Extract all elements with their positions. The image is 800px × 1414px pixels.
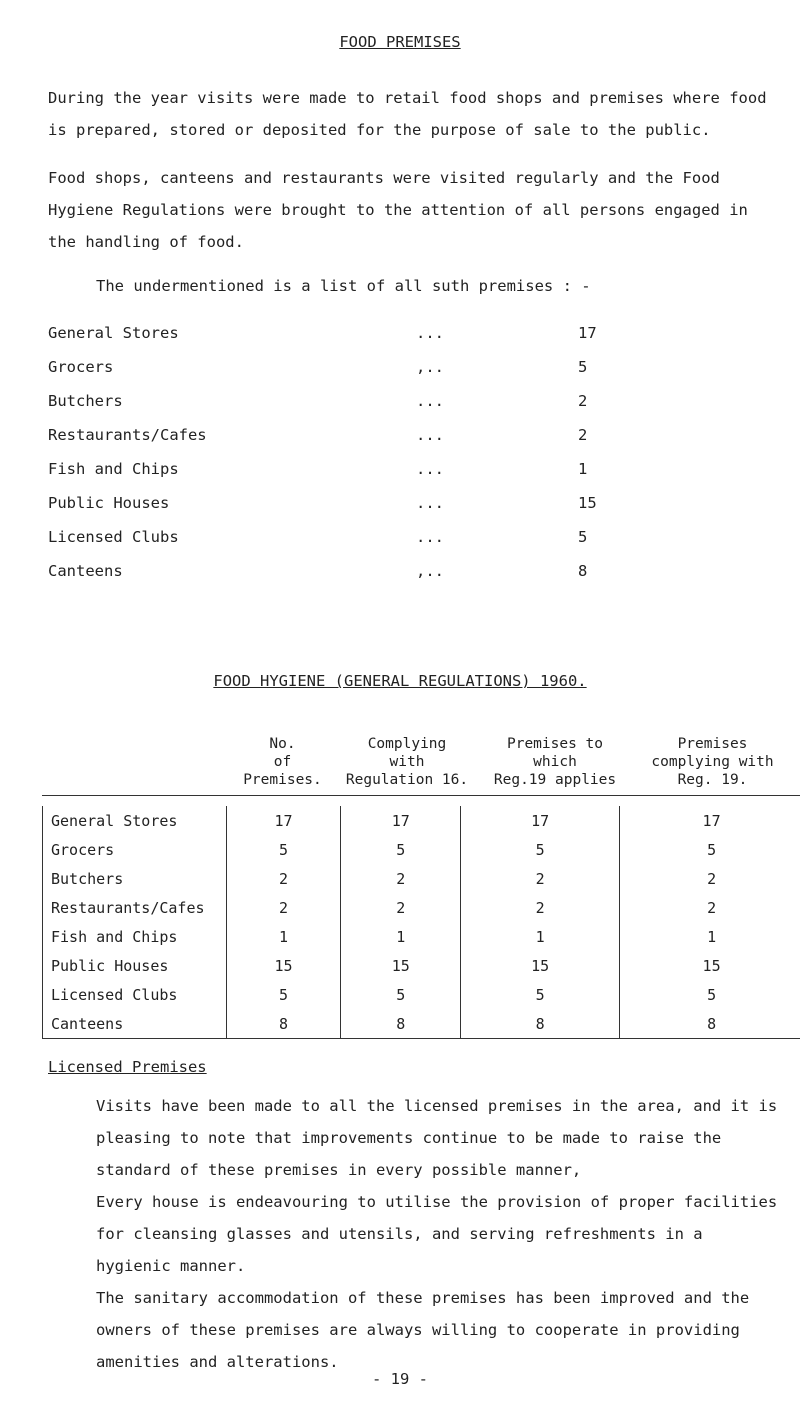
- table-cell: 15: [620, 951, 800, 980]
- list-item-name: Canteens: [48, 562, 123, 580]
- table-header-rule: [42, 795, 800, 796]
- table-cell-category: Restaurants/Cafes: [43, 893, 227, 922]
- list-item: [48, 392, 668, 426]
- intro-paragraph-1: During the year visits were made to retail food shops and premises where food is prepared, stored or deposited for the purpose of sale to the public.: [48, 89, 767, 139]
- header-line: No.: [269, 736, 296, 752]
- header-line: which: [533, 754, 577, 770]
- list-item-dots: ,..: [416, 562, 444, 580]
- list-item-count: 2: [578, 392, 588, 410]
- header-line: Reg.19 applies: [493, 772, 617, 788]
- table-cell: 2: [226, 864, 341, 893]
- table-cell-category: Public Houses: [43, 951, 227, 980]
- table-row: [43, 1009, 800, 1039]
- licensed-paragraph-2: [96, 1186, 786, 1282]
- table-cell: 17: [226, 806, 341, 835]
- list-item-name: Restaurants/Cafes: [48, 426, 207, 444]
- list-item-name: General Stores: [48, 324, 179, 342]
- table-cell-category: Grocers: [43, 835, 227, 864]
- list-item-count: 15: [578, 494, 597, 512]
- regulations-title: FOOD HYGIENE (GENERAL REGULATIONS) 1960.: [213, 672, 587, 690]
- header-line: Premises to: [506, 736, 604, 752]
- table-cell: 8: [461, 1009, 620, 1039]
- table-cell: 17: [461, 806, 620, 835]
- table-cell: 5: [461, 980, 620, 1009]
- table-cell: 2: [341, 893, 461, 922]
- header-line: Premises: [677, 736, 748, 752]
- list-item: [48, 426, 668, 460]
- table-row: [43, 922, 800, 951]
- table-cell-category: Fish and Chips: [43, 922, 227, 951]
- table-cell: 5: [620, 835, 800, 864]
- table-cell: 2: [461, 893, 620, 922]
- licensed-paragraph-3: [96, 1282, 786, 1378]
- list-item-count: 1: [578, 460, 588, 478]
- header-line: of: [273, 754, 292, 770]
- page-title: FOOD PREMISES: [339, 33, 461, 51]
- list-item-name: Butchers: [48, 392, 123, 410]
- intro-paragraph-2: Food shops, canteens and restaurants were visited regularly and the Food Hygiene Regulations were brought to the attention of all persons engaged in the handling of food.: [48, 169, 748, 251]
- table-cell: 1: [226, 922, 341, 951]
- premises-list: [48, 324, 668, 596]
- table-cell: 8: [620, 1009, 800, 1039]
- list-item-dots: ,..: [416, 358, 444, 376]
- column-header-reg19-complying: [630, 735, 795, 789]
- table-cell: 5: [341, 835, 461, 864]
- table-cell: 5: [461, 835, 620, 864]
- table-cell-category: General Stores: [43, 806, 227, 835]
- table-cell: 5: [226, 980, 341, 1009]
- regulations-table: [42, 806, 800, 1039]
- list-item: [48, 528, 668, 562]
- table-row: [43, 893, 800, 922]
- table-cell: 15: [341, 951, 461, 980]
- table-cell: 15: [226, 951, 341, 980]
- table-row: [43, 951, 800, 980]
- table-column-headers: [0, 735, 800, 795]
- table-cell: 1: [620, 922, 800, 951]
- table-cell: 2: [620, 864, 800, 893]
- licensed-paragraph-3-text: The sanitary accommodation of these premises has been improved and the owners of these premises are always willing to cooperate in providing amenities and alterations.: [96, 1289, 750, 1371]
- list-item-count: 2: [578, 426, 588, 444]
- table-cell: 5: [341, 980, 461, 1009]
- table-cell: 1: [461, 922, 620, 951]
- list-item-dots: ...: [416, 460, 444, 478]
- column-header-reg16: [332, 735, 482, 789]
- header-line: complying with: [651, 754, 774, 770]
- table-cell-category: Butchers: [43, 864, 227, 893]
- table-row: [43, 835, 800, 864]
- column-header-premises: [225, 735, 340, 789]
- page-number: - 19 -: [372, 1370, 428, 1388]
- table-row: [43, 864, 800, 893]
- list-item-count: 5: [578, 528, 588, 546]
- table-row: [43, 980, 800, 1009]
- header-line: Premises.: [243, 772, 322, 788]
- table-cell: 1: [341, 922, 461, 951]
- list-item-dots: ...: [416, 494, 444, 512]
- table-cell: 8: [341, 1009, 461, 1039]
- header-line: Complying: [367, 736, 447, 752]
- intro-paragraph-3: The undermentioned is a list of all suth premises : -: [96, 277, 591, 295]
- table-cell: 8: [226, 1009, 341, 1039]
- table-cell: 5: [226, 835, 341, 864]
- list-item-name: Grocers: [48, 358, 114, 376]
- list-item: [48, 358, 668, 392]
- header-line: Reg. 19.: [677, 772, 748, 788]
- table-cell: 2: [461, 864, 620, 893]
- table-cell: 2: [620, 893, 800, 922]
- list-item-count: 17: [578, 324, 597, 342]
- list-item-dots: ...: [416, 426, 444, 444]
- header-line: with: [389, 754, 425, 770]
- list-item-count: 5: [578, 358, 588, 376]
- table-cell: 17: [341, 806, 461, 835]
- list-item-name: Public Houses: [48, 494, 170, 512]
- table-cell: 2: [341, 864, 461, 893]
- list-item-dots: ...: [416, 392, 444, 410]
- table-cell-category: Licensed Clubs: [43, 980, 227, 1009]
- table-cell: 2: [226, 893, 341, 922]
- licensed-paragraph-2-text: Every house is endeavouring to utilise the provision of proper facilities for cleansing glasses and utensils, and serving refreshments in a hygienic manner.: [96, 1193, 778, 1275]
- list-item-count: 8: [578, 562, 588, 580]
- licensed-premises-heading: Licensed Premises: [48, 1058, 207, 1076]
- licensed-paragraph-1: [96, 1090, 786, 1186]
- table-cell-category: Canteens: [43, 1009, 227, 1039]
- list-item-name: Fish and Chips: [48, 460, 179, 478]
- table-cell: 15: [461, 951, 620, 980]
- column-header-reg19-applies: [475, 735, 635, 789]
- list-item: [48, 324, 668, 358]
- table-cell: 17: [620, 806, 800, 835]
- table-row: [43, 806, 800, 835]
- list-item-dots: ...: [416, 528, 444, 546]
- list-item: [48, 562, 668, 596]
- list-item: [48, 494, 668, 528]
- header-line: Regulation 16.: [345, 772, 469, 788]
- licensed-paragraph-1-text: Visits have been made to all the licensed premises in the area, and it is pleasing to note that improvements continue to be made to raise the standard of these premises in every possible manner,: [96, 1097, 778, 1179]
- list-item: [48, 460, 668, 494]
- list-item-name: Licensed Clubs: [48, 528, 179, 546]
- table-cell: 5: [620, 980, 800, 1009]
- list-item-dots: ...: [416, 324, 444, 342]
